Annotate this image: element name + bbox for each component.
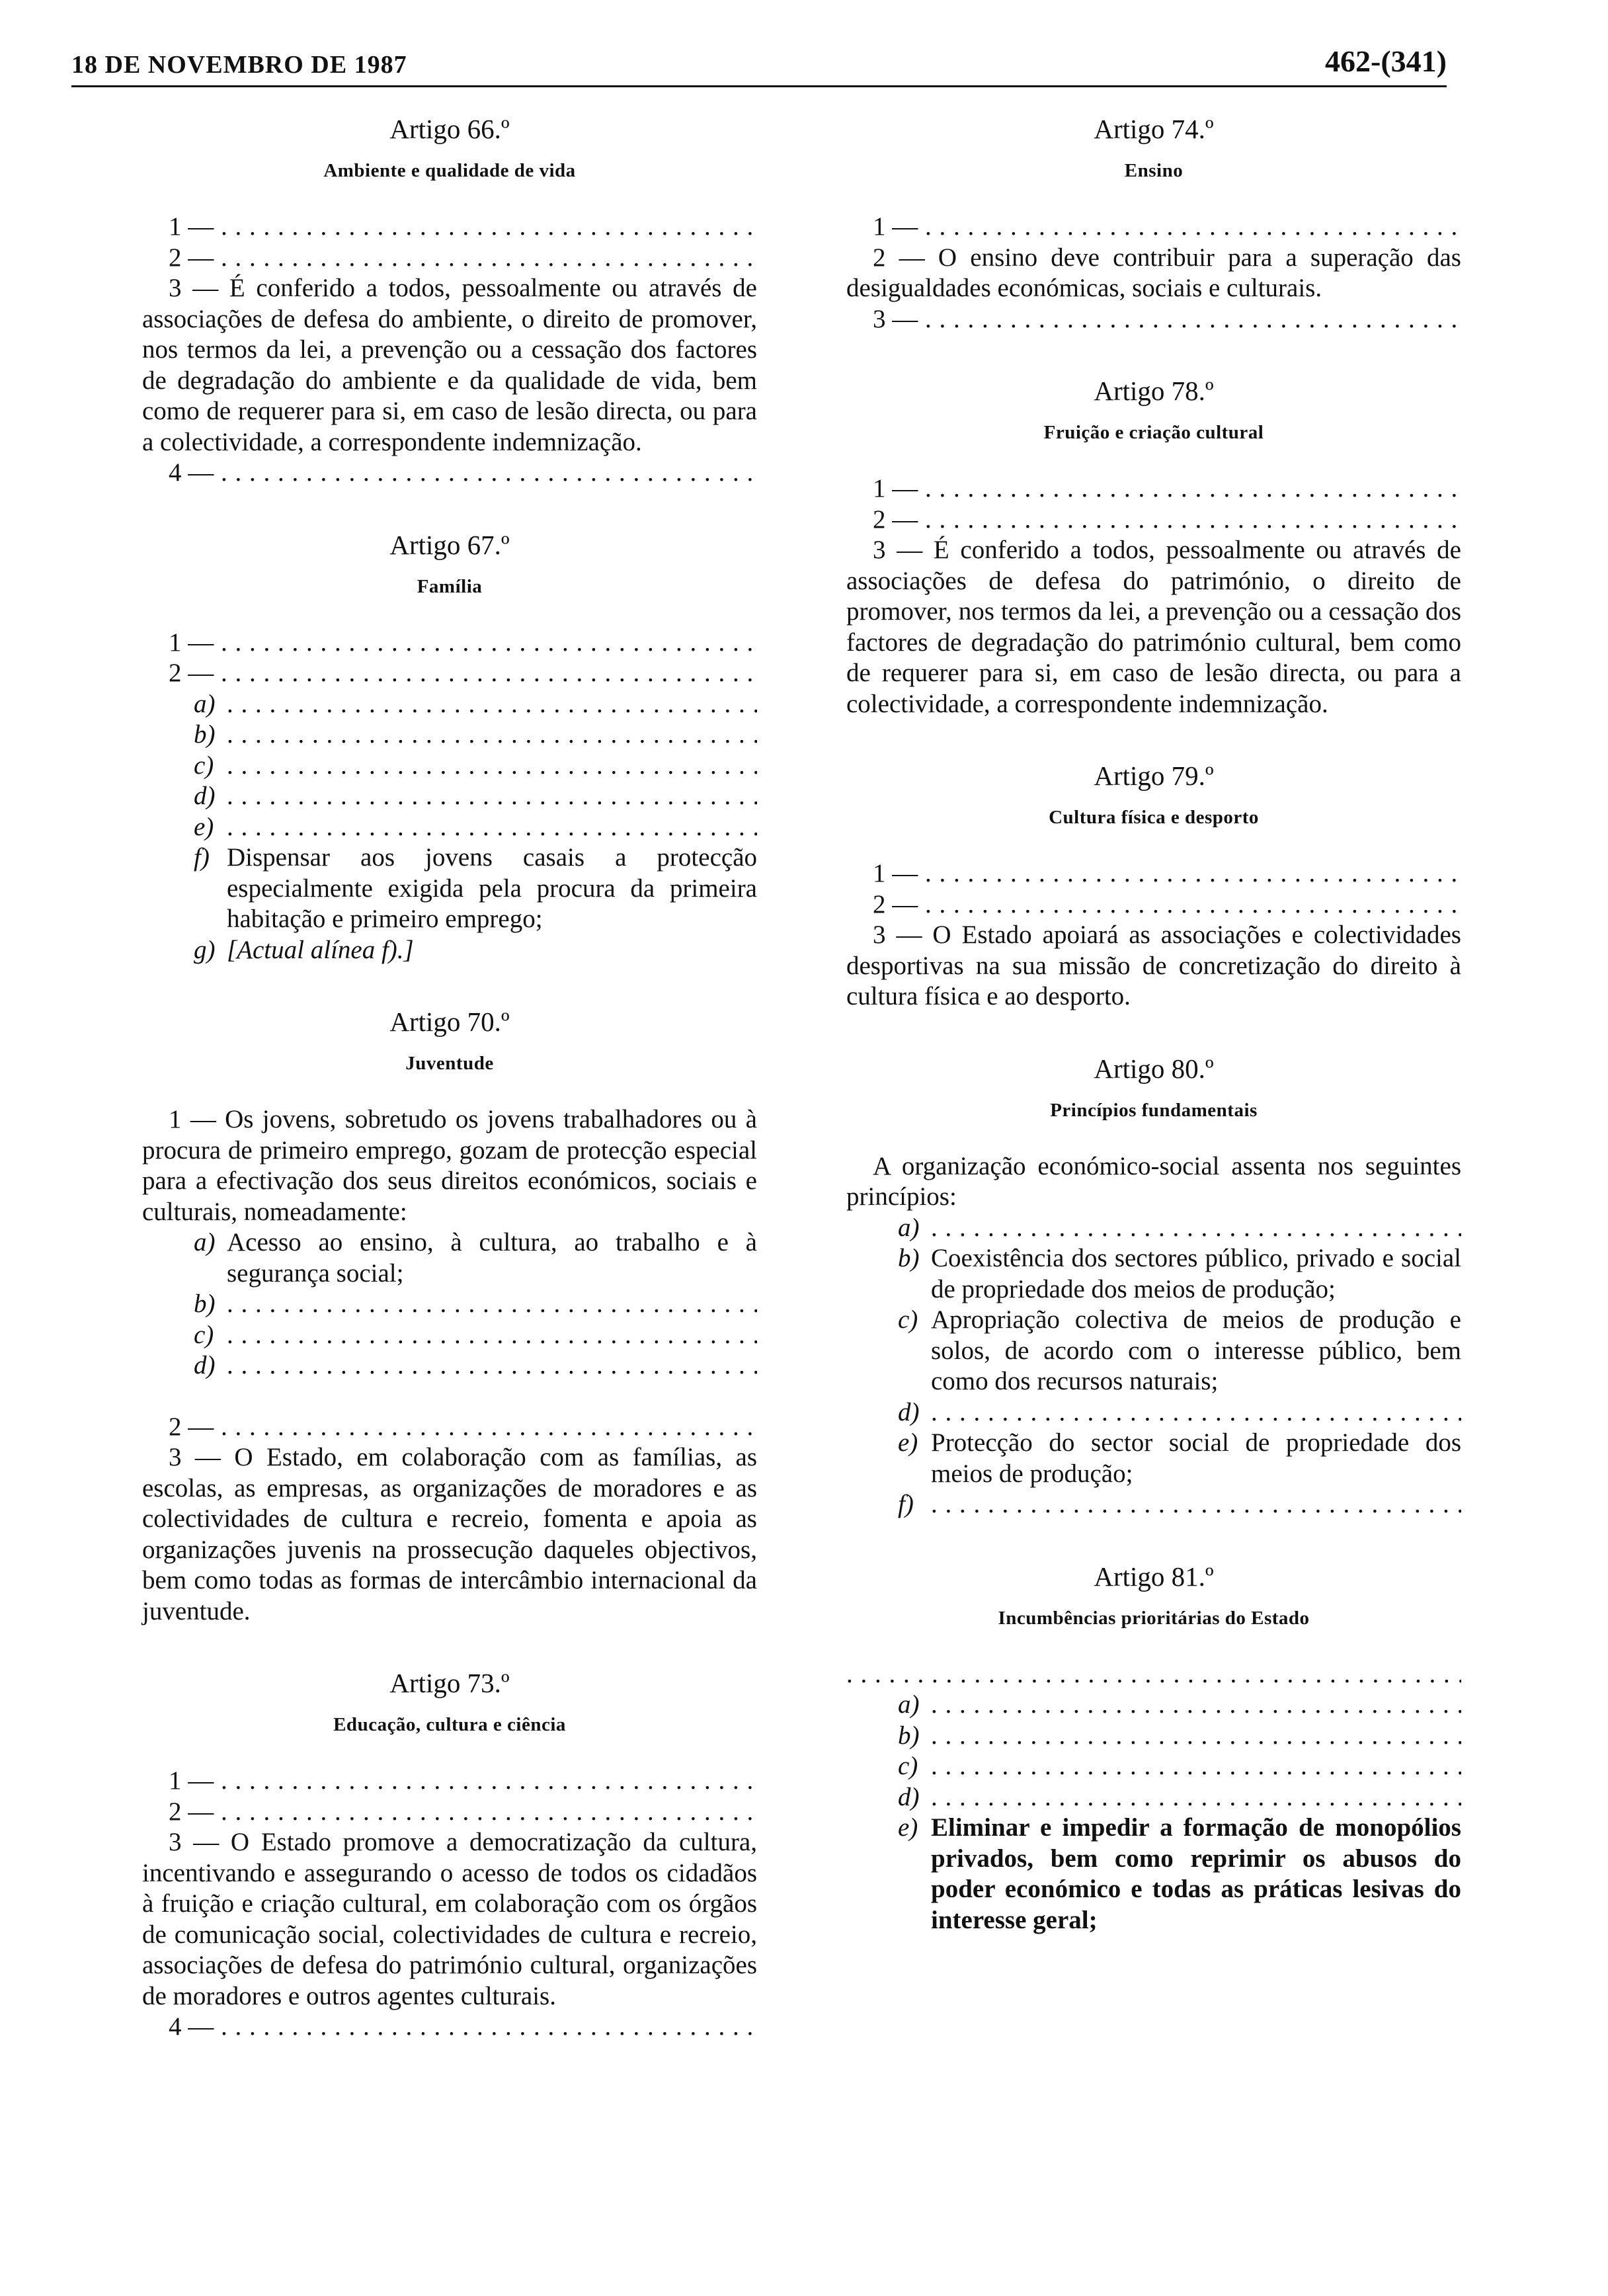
item-label: a)	[194, 1228, 216, 1256]
article-title: Artigo 78.º	[1094, 376, 1214, 406]
list-item	[846, 1397, 1461, 1428]
paragraph-number: 2 —	[873, 505, 918, 534]
paragraph-number: 1 —	[873, 859, 918, 887]
item-text: Dispensar aos jovens casais a protecção especialmente exigida pela procura da primeira habitação e primeiro emprego;	[227, 843, 757, 933]
paragraph-number: 3 —	[873, 304, 918, 333]
list-item	[142, 1227, 757, 1289]
article-title: Artigo 80.º	[1094, 1053, 1214, 1084]
paragraph-number: 1 —	[169, 212, 214, 241]
paragraph-number: 4 —	[169, 458, 214, 487]
paragraph: A organização económico-social assenta nos seguintes princípios:	[846, 1151, 1461, 1211]
item-label: d)	[194, 782, 216, 810]
paragraph-omitted	[142, 2012, 757, 2043]
item-label: b)	[194, 720, 216, 749]
article-66	[142, 112, 757, 489]
item-text: Coexistência dos sectores público, privado e social de propriedade dos meios de produção;	[931, 1244, 1461, 1303]
item-text: Eliminar e impedir a formação de monopólios privados, bem como reprimir os abusos do poder económico e todas as práticas lesivas do interesse geral;	[931, 1813, 1461, 1934]
list-item	[846, 1213, 1461, 1244]
list-item	[846, 1813, 1461, 1936]
item-label: a)	[898, 1690, 920, 1719]
paragraph-number: 4 —	[169, 2012, 214, 2041]
item-label: e)	[194, 812, 214, 841]
item-text: Apropriação colectiva de meios de produção e solos, de acordo com o interesse público, bem como dos recursos naturais;	[931, 1305, 1461, 1395]
page-header	[71, 41, 1447, 87]
paragraph: 3 — É conferido a todos, pessoalmente ou através de associações de defesa do ambiente, o direito de promover, nos termos da lei, a prevenção ou a cessação dos factores de degradação do ambiente e da qualidade de vida, bem como de requerer para si, em caso de lesão directa, ou para a colectividade, a correspondente indemnização.	[142, 274, 757, 456]
item-label: a)	[194, 689, 216, 718]
article-subtitle: Ensino	[1124, 160, 1184, 181]
item-text: Protecção do sector social de propriedade dos meios de produção;	[931, 1428, 1461, 1488]
paragraph-number: 2 —	[169, 1797, 214, 1826]
paragraph-number: 2 —	[873, 889, 918, 919]
article-subtitle: Juventude	[405, 1053, 494, 1074]
paragraph: 3 — O Estado, em colaboração com as famílias, as escolas, as empresas, as organizações de moradores e as colectividades de cultura e recreio, fomenta e apoia as organizações juvenis na prossecução daqueles objectivos, bem como todas as formas de intercâmbio internacional da juventude.	[142, 1443, 757, 1625]
paragraph: 3 — O Estado apoiará as associações e colectividades desportivas na sua missão de concretização do direito à cultura física e ao desporto.	[846, 921, 1461, 1010]
list-item	[846, 1690, 1461, 1721]
article-subtitle: Fruição e criação cultural	[1043, 422, 1264, 443]
item-label: f)	[194, 843, 210, 872]
paragraph: 3 — O Estado promove a democratização da cultura, incentivando e assegurando o acesso de todos os cidadãos à fruição e criação cultural, em colaboração com os órgãos de comunicação social, colectividades de cultura e recreio, associações de defesa do património cultural, organizações de moradores e outros agentes culturais.	[142, 1828, 757, 2010]
item-label: b)	[194, 1290, 216, 1318]
paragraph-omitted	[846, 858, 1461, 889]
list-item	[142, 719, 757, 751]
article-subtitle: Ambiente e qualidade de vida	[323, 160, 576, 181]
item-label: g)	[194, 935, 216, 964]
article-80	[846, 1052, 1461, 1520]
item-text: Acesso ao ensino, à cultura, ao trabalho e à segurança social;	[227, 1228, 757, 1288]
article-title: Artigo 67.º	[389, 529, 510, 560]
item-label: d)	[898, 1397, 920, 1426]
list-item	[142, 1320, 757, 1351]
article-79	[846, 759, 1461, 1012]
paragraph-omitted	[142, 1797, 757, 1828]
list-item	[846, 1751, 1461, 1782]
article-title: Artigo 70.º	[389, 1006, 510, 1037]
paragraph-number: 1 —	[873, 212, 918, 241]
paragraph-omitted	[846, 304, 1461, 335]
article-81	[846, 1560, 1461, 1936]
list-item	[142, 935, 757, 966]
paragraph: 1 — Os jovens, sobretudo os jovens trabalhadores ou à procura de primeiro emprego, gozam de protecção especial para a efectivação dos seus direitos económicos, sociais e culturais, nomeadamente:	[142, 1105, 757, 1226]
list-item	[142, 1350, 757, 1381]
paragraph-number: 1 —	[873, 474, 918, 503]
item-label: b)	[898, 1244, 920, 1272]
item-label: a)	[898, 1213, 920, 1242]
article-title: Artigo 74.º	[1094, 114, 1214, 144]
paragraph-omitted	[846, 505, 1461, 536]
list-item	[846, 1243, 1461, 1305]
list-item	[142, 751, 757, 782]
item-label: e)	[898, 1428, 918, 1457]
paragraph-omitted	[142, 1766, 757, 1797]
article-title: Artigo 66.º	[389, 114, 510, 144]
paragraph-omitted	[846, 1659, 1461, 1690]
list-item	[142, 842, 757, 935]
article-subtitle: Família	[417, 575, 483, 597]
header-date: 18 DE NOVEMBRO DE 1987	[71, 51, 407, 79]
left-column	[142, 112, 757, 2082]
item-text: [Actual alínea f).]	[227, 935, 414, 964]
paragraph-omitted	[142, 628, 757, 659]
item-label: f)	[898, 1490, 914, 1518]
article-title: Artigo 73.º	[389, 1668, 510, 1698]
paragraph: 3 — É conferido a todos, pessoalmente ou através de associações de defesa do património, o direito de promover, nos termos da lei, a prevenção ou a cessação dos factores de degradação do património cultural, bem como de requerer para si, em caso de lesão directa, ou para a colectividade, a correspondente indemnização.	[846, 536, 1461, 718]
paragraph-number: 2 —	[169, 243, 214, 272]
article-title: Artigo 81.º	[1094, 1561, 1214, 1592]
header-page-number: 462-(341)	[1325, 44, 1447, 78]
paragraph-number: 2 —	[169, 659, 214, 687]
right-column	[846, 112, 1461, 1975]
list-item	[846, 1305, 1461, 1397]
paragraph-omitted	[846, 473, 1461, 505]
item-label: c)	[194, 751, 214, 780]
item-label: c)	[898, 1305, 918, 1334]
paragraph-omitted	[142, 658, 757, 689]
article-74	[846, 112, 1461, 335]
paragraph-number: 2 —	[169, 1412, 214, 1441]
item-label: c)	[898, 1752, 918, 1780]
article-subtitle: Cultura física e desporto	[1049, 807, 1259, 828]
article-subtitle: Educação, cultura e ciência	[333, 1714, 566, 1735]
paragraph-omitted	[142, 243, 757, 274]
list-item	[142, 1289, 757, 1320]
paragraph-omitted	[846, 212, 1461, 243]
article-67	[142, 528, 757, 966]
item-label: b)	[898, 1721, 920, 1750]
list-item	[142, 781, 757, 812]
item-label: d)	[898, 1782, 920, 1811]
list-item	[846, 1489, 1461, 1520]
paragraph-omitted	[142, 1412, 757, 1443]
article-title: Artigo 79.º	[1094, 760, 1214, 791]
list-item	[142, 689, 757, 720]
article-subtitle: Incumbências prioritárias do Estado	[998, 1607, 1310, 1629]
article-78	[846, 374, 1461, 719]
paragraph-omitted	[142, 458, 757, 489]
list-item	[846, 1782, 1461, 1813]
item-label: e)	[898, 1813, 918, 1842]
article-subtitle: Princípios fundamentais	[1050, 1099, 1258, 1121]
item-label: c)	[194, 1320, 214, 1349]
paragraph-omitted	[846, 889, 1461, 921]
paragraph: 2 — O ensino deve contribuir para a superação das desigualdades económicas, sociais e culturais.	[846, 243, 1461, 302]
item-label: d)	[194, 1351, 216, 1379]
paragraph-number: 1 —	[169, 1766, 214, 1795]
article-70	[142, 1005, 757, 1627]
article-73	[142, 1666, 757, 2043]
paragraph-omitted	[142, 212, 757, 243]
paragraph-number: 1 —	[169, 628, 214, 657]
list-item	[846, 1721, 1461, 1752]
list-item	[846, 1428, 1461, 1489]
list-item	[142, 812, 757, 843]
